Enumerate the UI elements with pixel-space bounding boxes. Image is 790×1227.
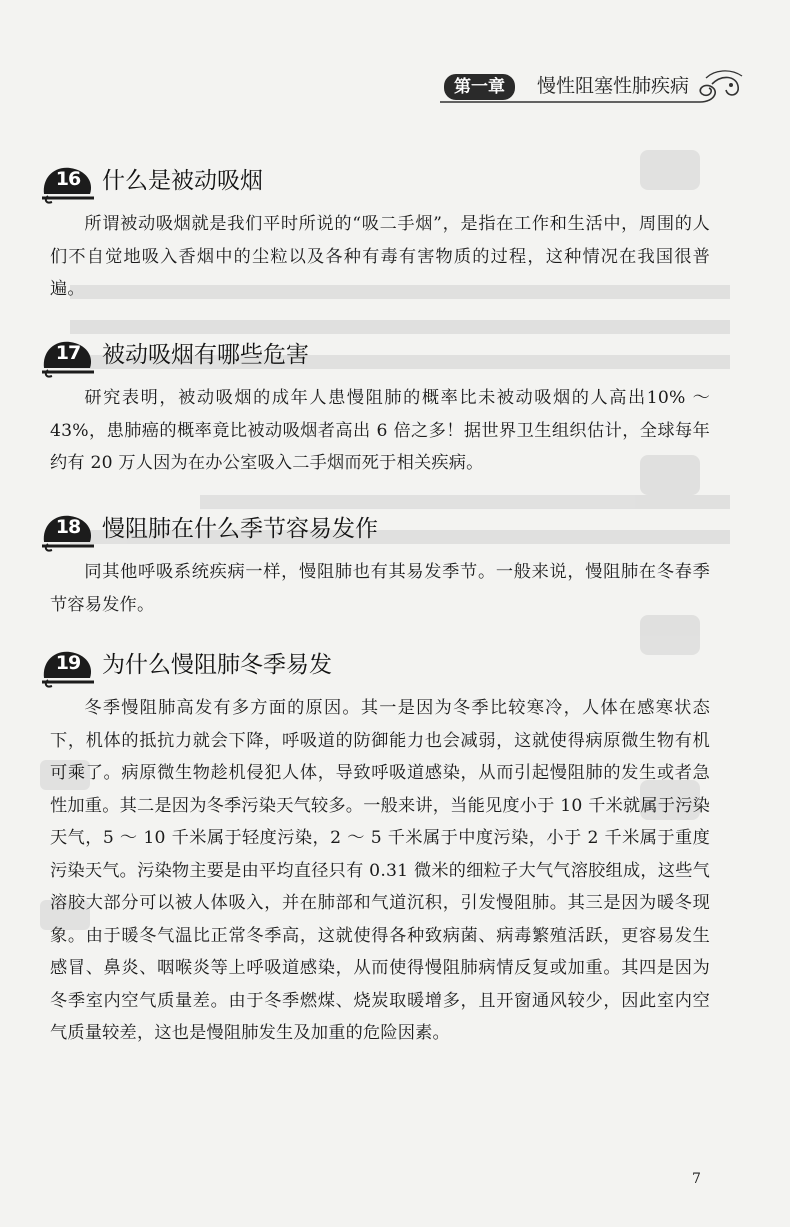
paragraph: 所谓被动吸烟就是我们平时所说的“吸二手烟”，是指在工作和生活中，周围的人们不自觉地吸入香烟中的尘粒以及各种有毒有害物质的过程，这种情况在我国很普遍。 <box>50 214 710 299</box>
paragraph: 研究表明，被动吸烟的成年人患慢阻肺的概率比未被动吸烟的人高出10% ～ 43%，患肺癌的概率竟比被动吸烟者高出 6 倍之多！据世界卫生组织估计，全球每年约有 20 万人因为在办公室吸入二手烟而死于相关疾病。 <box>50 388 710 473</box>
section-heading <box>40 160 730 204</box>
question-number: 18 <box>55 516 81 538</box>
section-heading <box>40 334 730 378</box>
section-title: 被动吸烟有哪些危害 <box>102 342 309 368</box>
section-heading <box>40 508 730 552</box>
section-19 <box>40 644 730 1050</box>
paragraph: 冬季慢阻肺高发有多方面的原因。其一是因为冬季比较寒冷，人体在感寒状态下，机体的抵抗力就会下降，呼吸道的防御能力也会减弱，这就使得病原微生物有机可乘了。病原微生物趁机侵犯人体，导致呼吸道感染，从而引起慢阻肺的发生或者急性加重。其二是因为冬季污染天气较多。一般来讲，当能见度小于 10 千米就属于污染天气，5 ～ 10 千米属于轻度污染，2 ～ 5 千米属于中度污染，小于 2 千米属于重度污染天气。污染物主要是由平均直径只有 0.31 微米的细粒子大气气溶胶组成，这些气溶胶大部分可以被人体吸入，并在肺部和气道沉积，引发慢阻肺。其三是因为暖冬现象。由于暖冬气温比正常冬季高，这就使得各种致病菌、病毒繁殖活跃，更容易发生感冒、鼻炎、咽喉炎等上呼吸道感染，从而使得慢阻肺病情反复或加重。其四是因为冬季室内空气质量差。由于冬季燃煤、烧炭取暖增多，且开窗通风较少，因此室内空气质量较差，这也是慢阻肺发生及加重的危险因素。 <box>50 698 710 1043</box>
question-number: 17 <box>55 342 81 364</box>
page-number: 7 <box>692 1171 701 1187</box>
paragraph: 同其他呼吸系统疾病一样，慢阻肺也有其易发季节。一般来说，慢阻肺在冬春季节容易发作。 <box>50 562 710 615</box>
section-title: 什么是被动吸烟 <box>102 168 263 194</box>
chapter-label: 第一章 <box>444 74 515 100</box>
section-heading <box>40 644 730 688</box>
section-title: 慢阻肺在什么季节容易发作 <box>102 516 378 542</box>
running-header <box>430 68 760 108</box>
section-title: 为什么慢阻肺冬季易发 <box>102 652 332 678</box>
question-number: 19 <box>55 652 81 674</box>
section-17 <box>40 334 730 480</box>
chapter-title: 慢性阻塞性肺疾病 <box>537 75 690 97</box>
section-16 <box>40 160 730 306</box>
section-18 <box>40 508 730 621</box>
question-number: 16 <box>55 168 81 190</box>
